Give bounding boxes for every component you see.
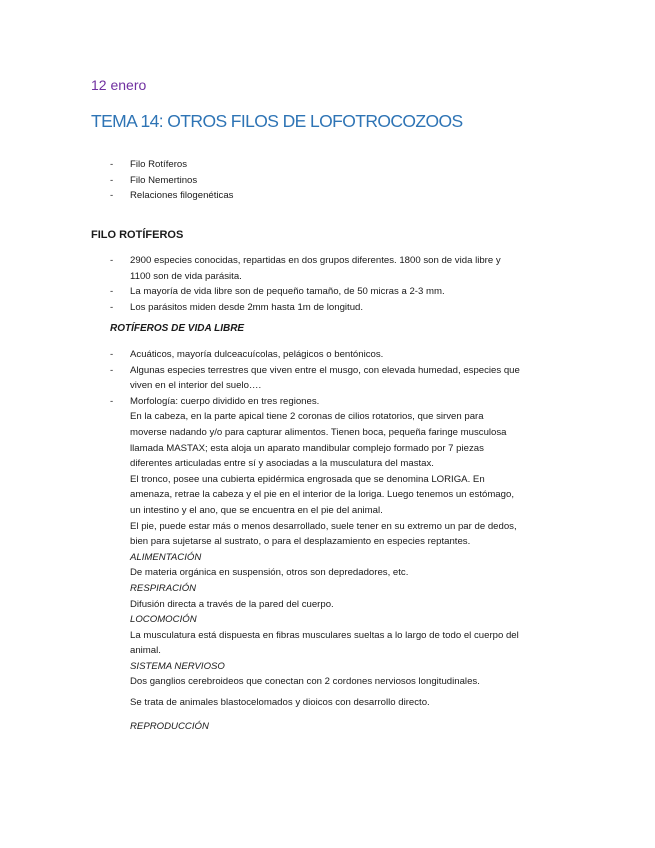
dash-bullet: - <box>110 190 114 202</box>
list-item: - Filo Rotíferos <box>0 157 570 173</box>
summary-paragraph: Se trata de animales blastocelomados y dioicos con desarrollo directo. <box>130 697 430 708</box>
list-item: - Relaciones filogenéticas <box>0 188 570 204</box>
date-heading: 12 enero <box>91 77 147 93</box>
dash-bullet: - <box>110 159 114 170</box>
morphology-item: - Morfología: cuerpo dividido en tres regiones. En la cabeza, en la parte apical tiene 2 coronas de cilios rotatorios, que sirven para moverse nadando y/o para capturar alimentos. Tienen boca, pequeña faringe musculosa llamada MASTAX; esta aloja un aparato mandibular complejo formado por 7 piezas diferentes articuladas entre sí y asociadas a la musculatura del mastax. El tronco, posee una cubierta epidérmica engrosada que se denomina LORIGA. En amenaza, retrae la cabeza y el pie en el interior de la loriga. Luego tenemos un estómago, un intestino y el ano, que se encuentra en el pie del animal. El pie, puede estar más o menos desarrollado, suele tener en su extremo un par de dedos, bien para sujetarse al sustrato, o para el desplazamiento en especies reptantes. ALIMENTACIÓN De materia orgánica en suspensión, otros son depredadores, etc. RESPIRACIÓN Difusión directa a través de la pared del cuerpo. LOCOMOCIÓN La musculatura está dispuesta en fibras musculares sueltas a lo largo de todo el cuerpo del animal. SISTEMA NERVIOSO Dos ganglios cerebroideos que conectan con 2 cordones nerviosos longitudinales. <box>0 394 570 690</box>
list-item: - Algunas especies terrestres que viven entre el musgo, con elevada humedad, especies que viven en el interior del suelo…. <box>110 364 520 392</box>
subsection-points <box>0 347 570 690</box>
locomocion-label: LOCOMOCIÓN <box>130 614 197 626</box>
sistema-nervioso-label: SISTEMA NERVIOSO <box>130 660 225 672</box>
list-item: - La mayoría de vida libre son de pequeño tamaño, de 50 micras a 2-3 mm. <box>0 284 570 300</box>
alimentacion-label: ALIMENTACIÓN <box>130 551 202 563</box>
dash-bullet: - <box>110 301 114 313</box>
subsection-heading: ROTÍFEROS DE VIDA LIBRE <box>110 323 245 334</box>
section-points <box>0 253 570 315</box>
index-list <box>0 157 570 204</box>
list-item: - Filo Nemertinos <box>0 173 570 189</box>
list-item: - Acuáticos, mayoría dulceacuícolas, pelágicos o bentónicos. <box>0 347 570 363</box>
list-item: - Los parásitos miden desde 2mm hasta 1m de longitud. <box>0 300 570 316</box>
dash-bullet: - <box>110 255 114 266</box>
section-heading: FILO ROTÍFEROS <box>91 229 184 241</box>
dash-bullet: - <box>110 286 114 298</box>
dash-bullet: - <box>110 364 114 376</box>
respiracion-label: RESPIRACIÓN <box>130 582 197 594</box>
topic-title: TEMA 14: OTROS FILOS DE LOFOTROCOZOOS <box>91 111 463 131</box>
dash-bullet: - <box>110 395 114 407</box>
list-item: - 2900 especies conocidas, repartidas en dos grupos diferentes. 1800 son de vida libre y 1100 son de vida parásita. <box>110 255 501 282</box>
dash-bullet: - <box>110 174 114 186</box>
dash-bullet: - <box>110 349 114 360</box>
reproduction-label: REPRODUCCIÓN <box>130 721 209 732</box>
